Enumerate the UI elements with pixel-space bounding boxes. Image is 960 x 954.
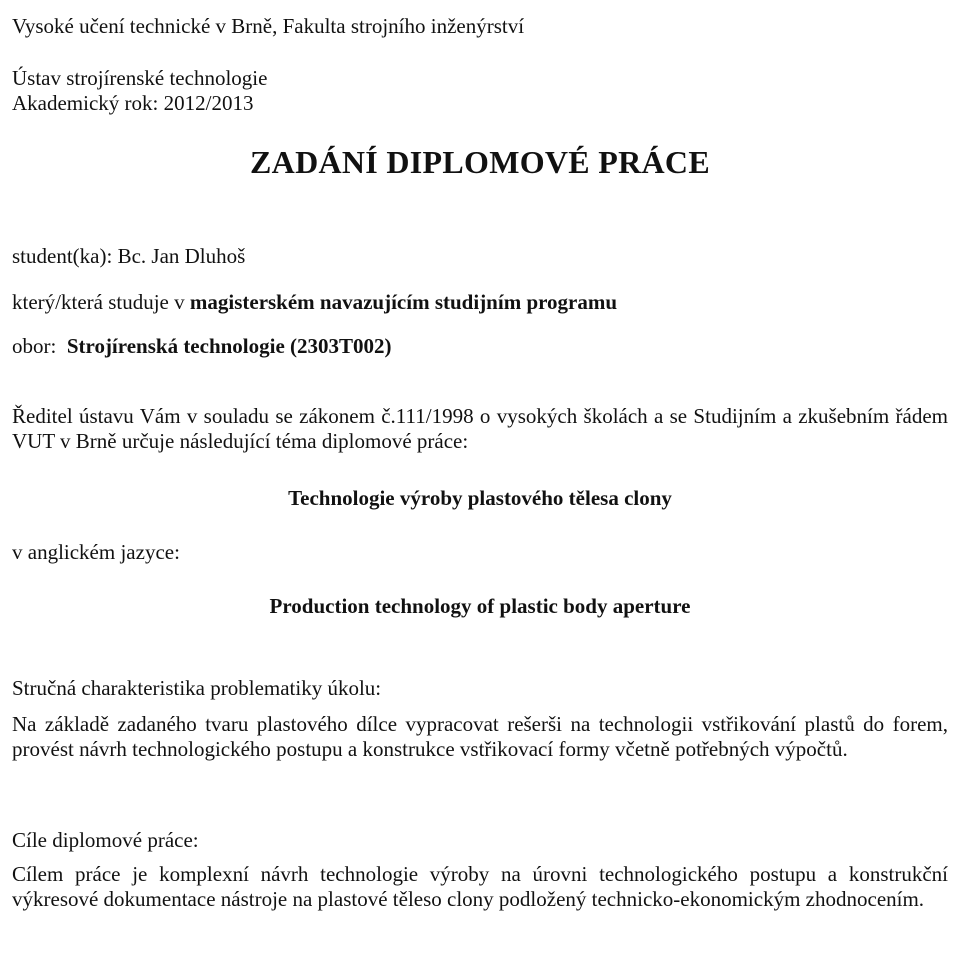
field-value: Strojírenská technologie (2303T002) [66, 334, 392, 358]
thesis-title-en: Production technology of plastic body aperture [269, 594, 691, 618]
goals-label: Cíle diplomové práce: [12, 828, 199, 852]
institute-line: Ústav strojírenské technologie [12, 66, 268, 90]
student-line [12, 244, 245, 268]
field-line [12, 334, 392, 358]
document-title: ZADÁNÍ DIPLOMOVÉ PRÁCE [250, 144, 710, 180]
university-line: Vysoké učení technické v Brně, Fakulta strojního inženýrství [12, 14, 525, 38]
program-prefix: který/která studuje v [12, 290, 190, 314]
summary-text: Na základě zadaného tvaru plastového dílce vypracovat rešerši na technologii vstřikování plastů do forem, provést návrh technologického postupu a konstrukce vstřikovací formy včetně potřebných výpočtů. [12, 712, 948, 761]
field-label: obor: [12, 334, 62, 358]
goals-text: Cílem práce je komplexní návrh technologie výroby na úrovni technologického postupu a konstrukční výkresové dokumentace nástroje na plastové těleso clony podložený technicko-ekonomickým zhodnocením. [12, 862, 948, 911]
program-value: magisterském navazujícím studijním programu [189, 290, 618, 314]
english-label: v anglickém jazyce: [12, 540, 180, 564]
program-line [12, 290, 617, 314]
summary-label: Stručná charakteristika problematiky úkolu: [12, 676, 382, 700]
academic-year-line: Akademický rok: 2012/2013 [12, 91, 254, 115]
intro-paragraph: Ředitel ústavu Vám v souladu se zákonem č.111/1998 o vysokých školách a se Studijním a zkušebním řádem VUT v Brně určuje následující téma diplomové práce: [12, 404, 948, 453]
thesis-title-cz: Technologie výroby plastového tělesa clony [288, 486, 672, 510]
student-label: student(ka): [12, 244, 118, 268]
student-name: Bc. Jan Dluhoš [117, 244, 246, 268]
